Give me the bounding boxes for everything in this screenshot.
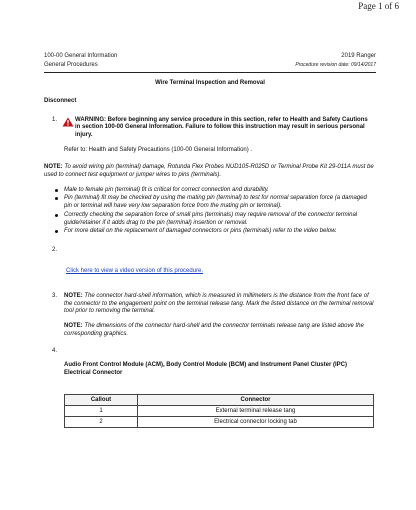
- connector-cell: External terminal release tang: [138, 406, 374, 417]
- step-number: 3.: [52, 293, 58, 299]
- note-label: NOTE:: [64, 293, 83, 299]
- column-header-connector: Connector: [138, 395, 374, 406]
- step-number: 1.: [52, 117, 58, 123]
- table-header-row: [65, 395, 374, 406]
- warning-triangle-icon: [62, 117, 74, 127]
- header-revision-date: Procedure revision date: 09/14/2017: [295, 62, 376, 68]
- header-vehicle-model: 2019 Ranger: [341, 53, 376, 59]
- bullet-list: [52, 186, 374, 235]
- list-item: For more detail on the replacement of damaged connectors or pins (terminals) refer to the video below.: [52, 227, 374, 235]
- note-body: The dimensions of the connector hard-shell and the connector terminals release tang are listed above the corresponding graphics.: [64, 323, 364, 337]
- section-heading: Disconnect: [44, 98, 77, 104]
- header-procedure-type: General Procedures: [44, 62, 98, 68]
- page-indicator: Page 1 of 6: [358, 1, 399, 11]
- video-procedure-link[interactable]: Click here to view a video version of this procedure.: [66, 268, 204, 274]
- warning-text: WARNING: Before beginning any service procedure in this section, refer to Health and Safety Cautions in section 100-00 General Information. Failure to follow this instruction may result in serious personal injury.: [75, 117, 368, 138]
- step-number: 2.: [52, 247, 58, 253]
- document-title: Wire Terminal Inspection and Removal: [155, 80, 265, 86]
- list-item: Pin (terminal) fit may be checked by using the mating pin (terminal) to test for normal separation force (a damaged pin or terminal will have very low separation force from the mating pin or terminal).: [52, 194, 374, 210]
- connector-cell: Electrical connector locking tab: [138, 417, 374, 428]
- list-item: Male to female pin (terminal) fit is critical for correct connection and durability.: [52, 186, 374, 194]
- refer-text: Refer to: Health and Safety Precautions (100-00 General Information) .: [64, 147, 253, 153]
- table-title: Audio Front Control Module (ACM), Body Control Module (BCM) and Instrument Panel Cluster (IPC) Electrical Connector: [64, 362, 347, 376]
- callout-cell: 1: [65, 406, 138, 417]
- note-tooling: [44, 164, 374, 179]
- step-number: 4.: [52, 348, 58, 354]
- note-dimensions: [64, 323, 374, 338]
- note-body: The connector hard-shell information, which is measured in millimeters is the distance from the front face of the connector to the engagement point on the terminal release tang. Mark the listed distance on the terminal removal tool prior to removing the terminal.: [64, 293, 374, 315]
- table-row: [65, 417, 374, 428]
- note-body: To avoid wiring pin (terminal) damage, Rotunda Flex Probes NUD105-R025D or Terminal Probe Kit 29-011A must be used to connect test equipment or jumper wires to pins (terminals).: [44, 164, 374, 178]
- note-hard-shell: [64, 293, 374, 316]
- callout-table: [64, 394, 374, 428]
- list-item: Correctly checking the separation force of small pins (terminals) may require removal of the connector terminal guide/retainer if it adds drag to the pin (terminal) insertion or removal.: [52, 211, 374, 227]
- note-label: NOTE:: [44, 164, 63, 170]
- header-manual-section: 100-00 General Information: [44, 53, 118, 59]
- column-header-callout: Callout: [65, 395, 138, 406]
- table-row: [65, 406, 374, 417]
- callout-cell: 2: [65, 417, 138, 428]
- header-divider: [44, 72, 376, 73]
- note-label: NOTE:: [64, 323, 83, 329]
